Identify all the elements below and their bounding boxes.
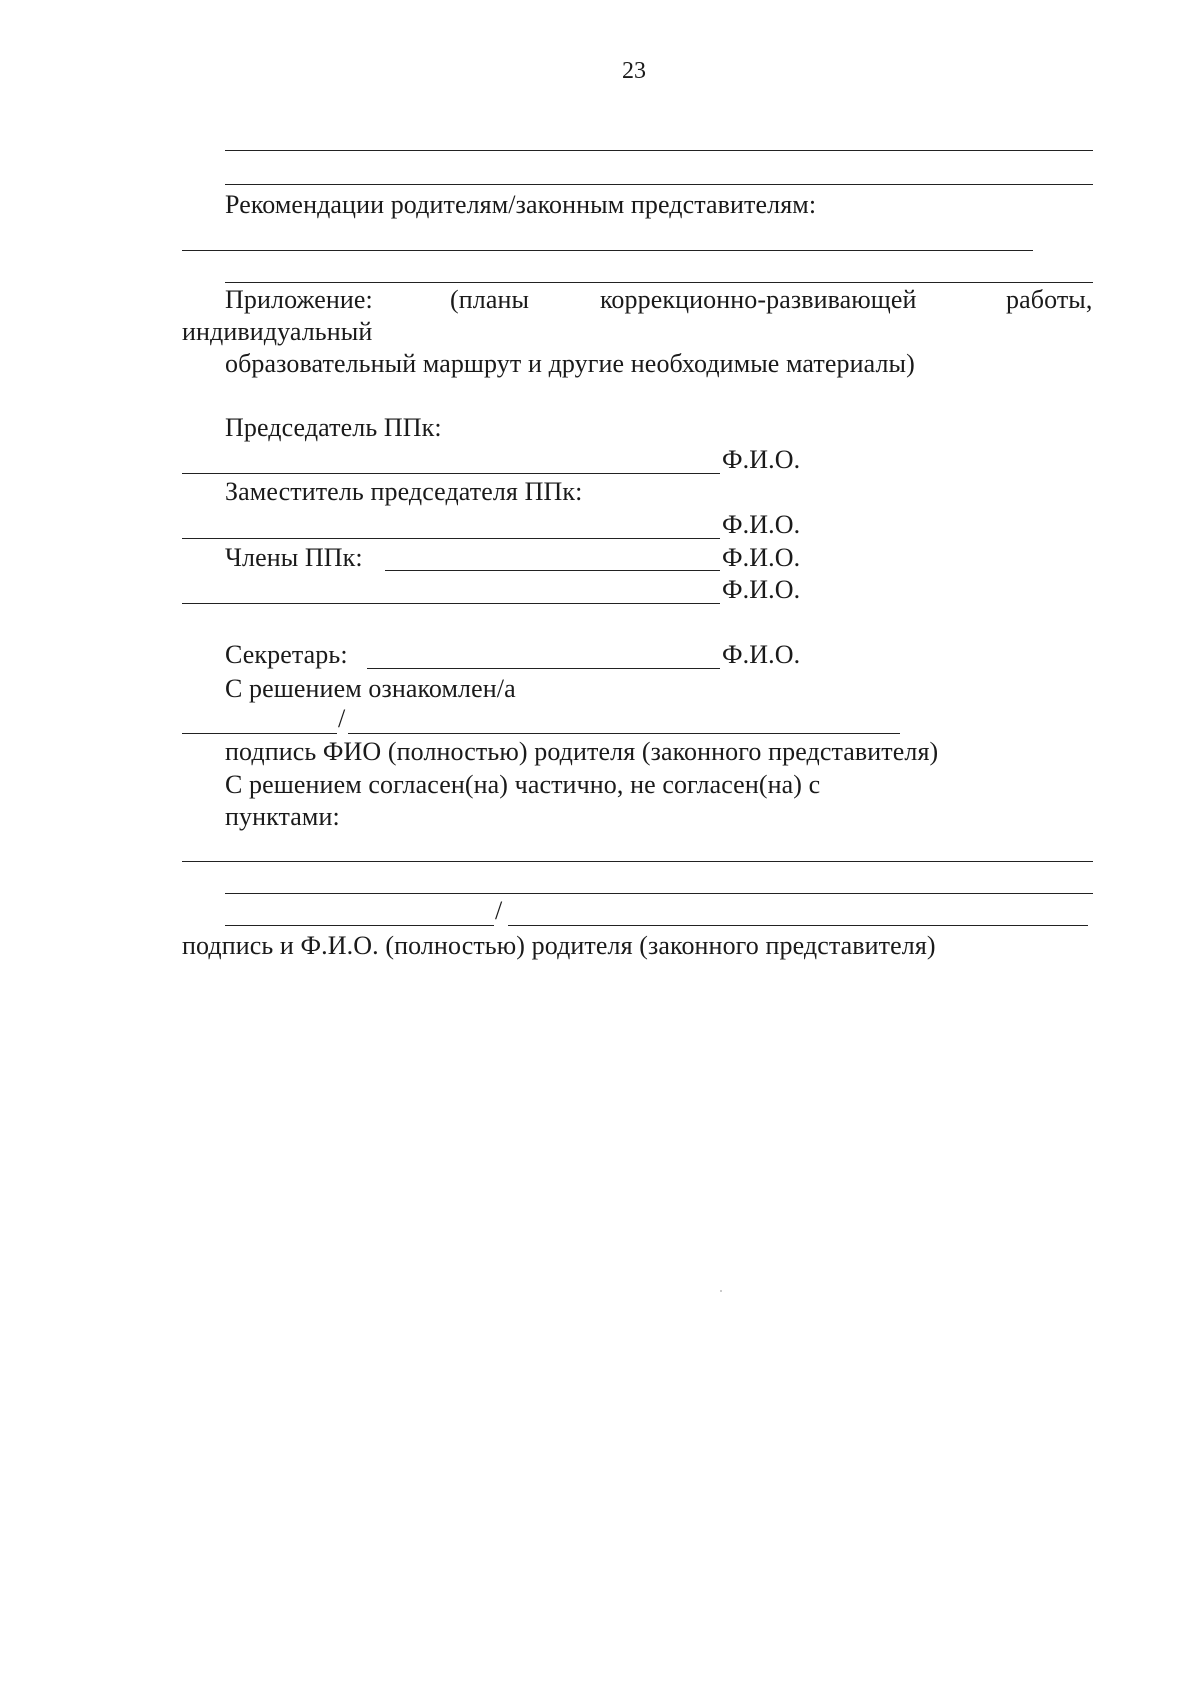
appendix-word-1: Приложение: xyxy=(225,285,373,314)
disagree-name-line[interactable] xyxy=(508,925,1088,926)
disagree-signature-line[interactable] xyxy=(225,925,494,926)
acquainted-caption: подпись ФИО (полностью) родителя (законного представителя) xyxy=(225,737,939,766)
disagree-points-line-1[interactable] xyxy=(182,861,1093,862)
recommendations-line-1[interactable] xyxy=(182,250,1033,251)
member-signature-line-2[interactable] xyxy=(182,603,720,604)
acquainted-name-line[interactable] xyxy=(348,733,900,734)
deputy-label: Заместитель председателя ППк: xyxy=(225,477,583,506)
disagree-slash: / xyxy=(495,896,503,925)
recommendations-line-2[interactable] xyxy=(225,282,1093,283)
member-fio-2: Ф.И.О. xyxy=(722,575,801,604)
member-signature-line-1[interactable] xyxy=(385,570,720,571)
secretary-label: Секретарь: xyxy=(225,640,348,669)
chair-fio: Ф.И.О. xyxy=(722,445,801,474)
secretary-fio: Ф.И.О. xyxy=(722,640,801,669)
disagree-caption: подпись и Ф.И.О. (полностью) родителя (законного представителя) xyxy=(182,931,936,960)
blank-line-2[interactable] xyxy=(225,184,1093,185)
members-label: Члены ППк: xyxy=(225,543,363,572)
recommendations-label: Рекомендации родителям/законным представителям: xyxy=(225,190,817,219)
appendix-word-2: (планы xyxy=(450,285,530,314)
secretary-signature-line[interactable] xyxy=(367,668,720,669)
deputy-signature-line[interactable] xyxy=(182,538,720,539)
acquainted-signature-line[interactable] xyxy=(182,733,337,734)
appendix-word-4: работы, xyxy=(1006,285,1093,314)
acquainted-slash: / xyxy=(338,704,346,733)
chair-label: Председатель ППк: xyxy=(225,413,442,442)
appendix-word-3: коррекционно-развивающей xyxy=(600,285,917,314)
page-number: 23 xyxy=(622,58,646,84)
blank-line-1[interactable] xyxy=(225,150,1093,151)
scan-speck xyxy=(720,1290,722,1292)
chair-signature-line[interactable] xyxy=(182,473,720,474)
deputy-fio: Ф.И.О. xyxy=(722,510,801,539)
appendix-line-3: образовательный маршрут и другие необходимые материалы) xyxy=(225,349,915,378)
disagree-line-2: пунктами: xyxy=(225,802,340,831)
acquainted-label: С решением ознакомлен/а xyxy=(225,674,516,703)
disagree-line-1: С решением согласен(на) частично, не согласен(на) с xyxy=(225,770,821,799)
member-fio-1: Ф.И.О. xyxy=(722,543,801,572)
appendix-line-2: индивидуальный xyxy=(182,317,373,346)
disagree-points-line-2[interactable] xyxy=(225,893,1093,894)
